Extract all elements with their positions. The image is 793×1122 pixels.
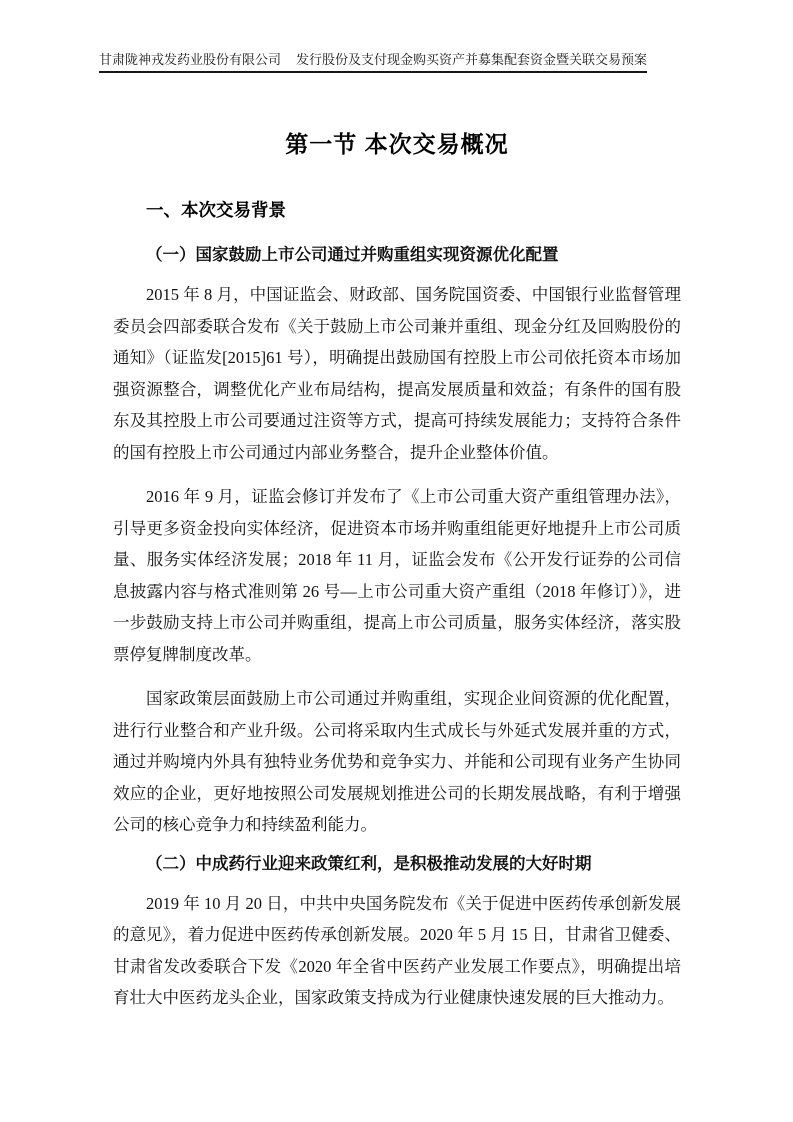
subsection-heading-2: （二）中成药行业迎来政策红利，是积极推动发展的大好时期 bbox=[146, 853, 592, 873]
body-paragraph: 2015 年 8 月，中国证监会、财政部、国务院国资委、中国银行业监督管理委员会四部委联合发布《关于鼓励上市公司兼并重组、现金分红及回购股份的通知》（证监发[2015]61 号），明确提出鼓励国有控股上市公司依托资本市场加强资源整合，调整优化产业布局结构，提高发展质量和效益；有条件的国有股东及其控股上市公司要通过注资等方式，提高可持续发展能力；支持符合条件的国有控股上市公司通过内部业务整合，提升企业整体价值。 bbox=[113, 285, 681, 462]
body-paragraph: 国家政策层面鼓励上市公司通过并购重组，实现企业间资源的优化配置，进行行业整合和产业升级。公司将采取内生式成长与外延式发展并重的方式，通过并购境内外具有独特业务优势和竞争实力、并能和公司现有业务产生协同效应的企业，更好地按照公司发展规划推进公司的长期发展战略，有利于增强公司的核心竞争力和持续盈利能力。 bbox=[113, 689, 681, 834]
header-document-name: 发行股份及支付现金购买资产并募集配套资金暨关联交易预案 bbox=[296, 52, 648, 67]
chapter-title: 第一节 本次交易概况 bbox=[285, 131, 509, 157]
subsection-heading-1: （一）国家鼓励上市公司通过并购重组实现资源优化配置 bbox=[146, 245, 559, 264]
body-paragraph: 2016 年 9 月，证监会修订并发布了《上市公司重大资产重组管理办法》，引导更多资金投向实体经济，促进资本市场并购重组能更好地提升上市公司质量、服务实体经济发展；2018 年 11 月，证监会发布《公开发行证券的公司信息披露内容与格式准则第 26 号—上市公司重大资产重组（2018 年修订）》，进一步鼓励支持上市公司并购重组，提高上市公司质量，服务实体经济，落实股票停复牌制度改革。 bbox=[113, 487, 681, 664]
document-body bbox=[113, 0, 681, 1014]
body-paragraph: 2019 年 10 月 20 日，中共中央国务院发布《关于促进中医药传承创新发展的意见》，着力促进中医药传承创新发展。2020 年 5 月 15 日，甘肃省卫健委、甘肃省发改委联合下发《2020 年全省中医药产业发展工作要点》，明确提出培育壮大中医药龙头企业，国家政策支持成为行业健康快速发展的巨大推动力。 bbox=[113, 893, 681, 1007]
header-company-name: 甘肃陇神戎发药业股份有限公司 bbox=[99, 52, 282, 67]
section-heading-transaction-background: 一、本次交易背景 bbox=[146, 200, 286, 220]
